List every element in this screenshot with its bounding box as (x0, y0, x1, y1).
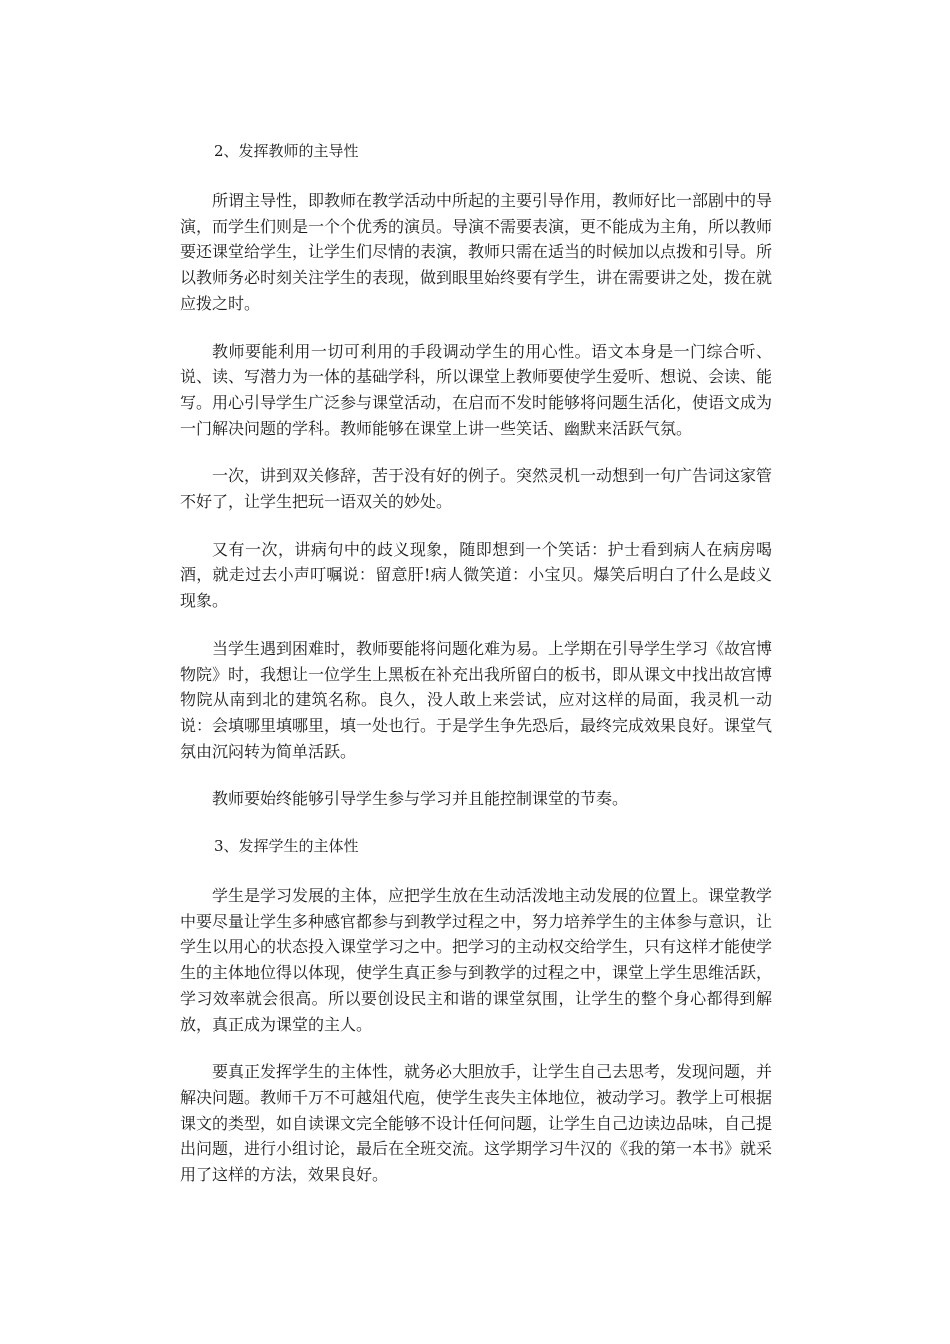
paragraph-difficulty: 当学生遇到困难时，教师要能将问题化难为易。上学期在引导学生学习《故宫博物院》时，我想让一位学生上黑板在补充出我所留白的板书，即从课文中找出故宫博物院从南到北的建筑名称。良久，没人敢上来尝试，应对这样的局面，我灵机一动说：会填哪里填哪里，填一处也行。于是学生争先恐后，最终完成效果良好。课堂气氛由沉闷转为简单活跃。 (180, 638, 773, 761)
document-page (180, 136, 772, 1188)
paragraph-motivation: 教师要能利用一切可利用的手段调动学生的用心性。语文本身是一门综合听、说、读、写潜力为一体的基础学科，所以课堂上教师要使学生爱听、想说、会读、能写。用心引导学生广泛参与课堂活动，在启而不发时能够将问题生活化，使语文成为一门解决问题的学科。教师能够在课堂上讲一些笑话、幽默来活跃气氛。 (180, 341, 773, 438)
paragraph-student-subject: 学生是学习发展的主体，应把学生放在生动活泼地主动发展的位置上。课堂教学中要尽量让学生多种感官都参与到教学过程之中，努力培养学生的主体参与意识，让学生以用心的状态投入课堂学习之中。把学习的主动权交给学生，只有这样才能使学生的主体地位得以体现，使学生真正参与到教学的过程之中，课堂上学生思维活跃，学习效率就会很高。所以要创设民主和谐的课堂氛围，让学生的整个身心都得到解放，真正成为课堂的主人。 (180, 886, 773, 1034)
paragraph-rhythm: 教师要始终能够引导学生参与学习并且能控制课堂的节奏。 (212, 789, 629, 809)
section-heading-3: 3、发挥学生的主体性 (214, 837, 359, 856)
paragraph-independence: 要真正发挥学生的主体性，就务必大胆放手，让学生自己去思考，发现问题，并解决问题。教师千万不可越俎代庖，使学生丧失主体地位，被动学习。教学上可根据课文的类型，如自读课文完全能够不设计任何问题，让学生自己边读边品味，自己提出问题，进行小组讨论，最后在全班交流。这学期学习牛汉的《我的第一本书》就采用了这样的方法，效果良好。 (180, 1062, 773, 1185)
paragraph-leadership-definition: 所谓主导性，即教师在教学活动中所起的主要引导作用，教师好比一部剧中的导演，而学生们则是一个个优秀的演员。导演不需要表演，更不能成为主角，所以教师要还课堂给学生，让学生们尽情的表演，教师只需在适当的时候加以点拨和引导。所以教师务必时刻关注学生的表现，做到眼里始终要有学生，讲在需要讲之处，拨在就应拨之时。 (180, 191, 773, 313)
section-heading-2: 2、发挥教师的主导性 (214, 142, 359, 160)
paragraph-ambiguity-example: 又有一次，讲病句中的歧义现象，随即想到一个笑话：护士看到病人在病房喝酒，就走过去小声叮嘱说：留意肝!病人微笑道：小宝贝。爆笑后明白了什么是歧义现象。 (180, 539, 772, 611)
paragraph-pun-example: 一次，讲到双关修辞，苦于没有好的例子。突然灵机一动想到一句广告词这家管不好了，让学生把玩一语双关的妙处。 (180, 466, 773, 512)
